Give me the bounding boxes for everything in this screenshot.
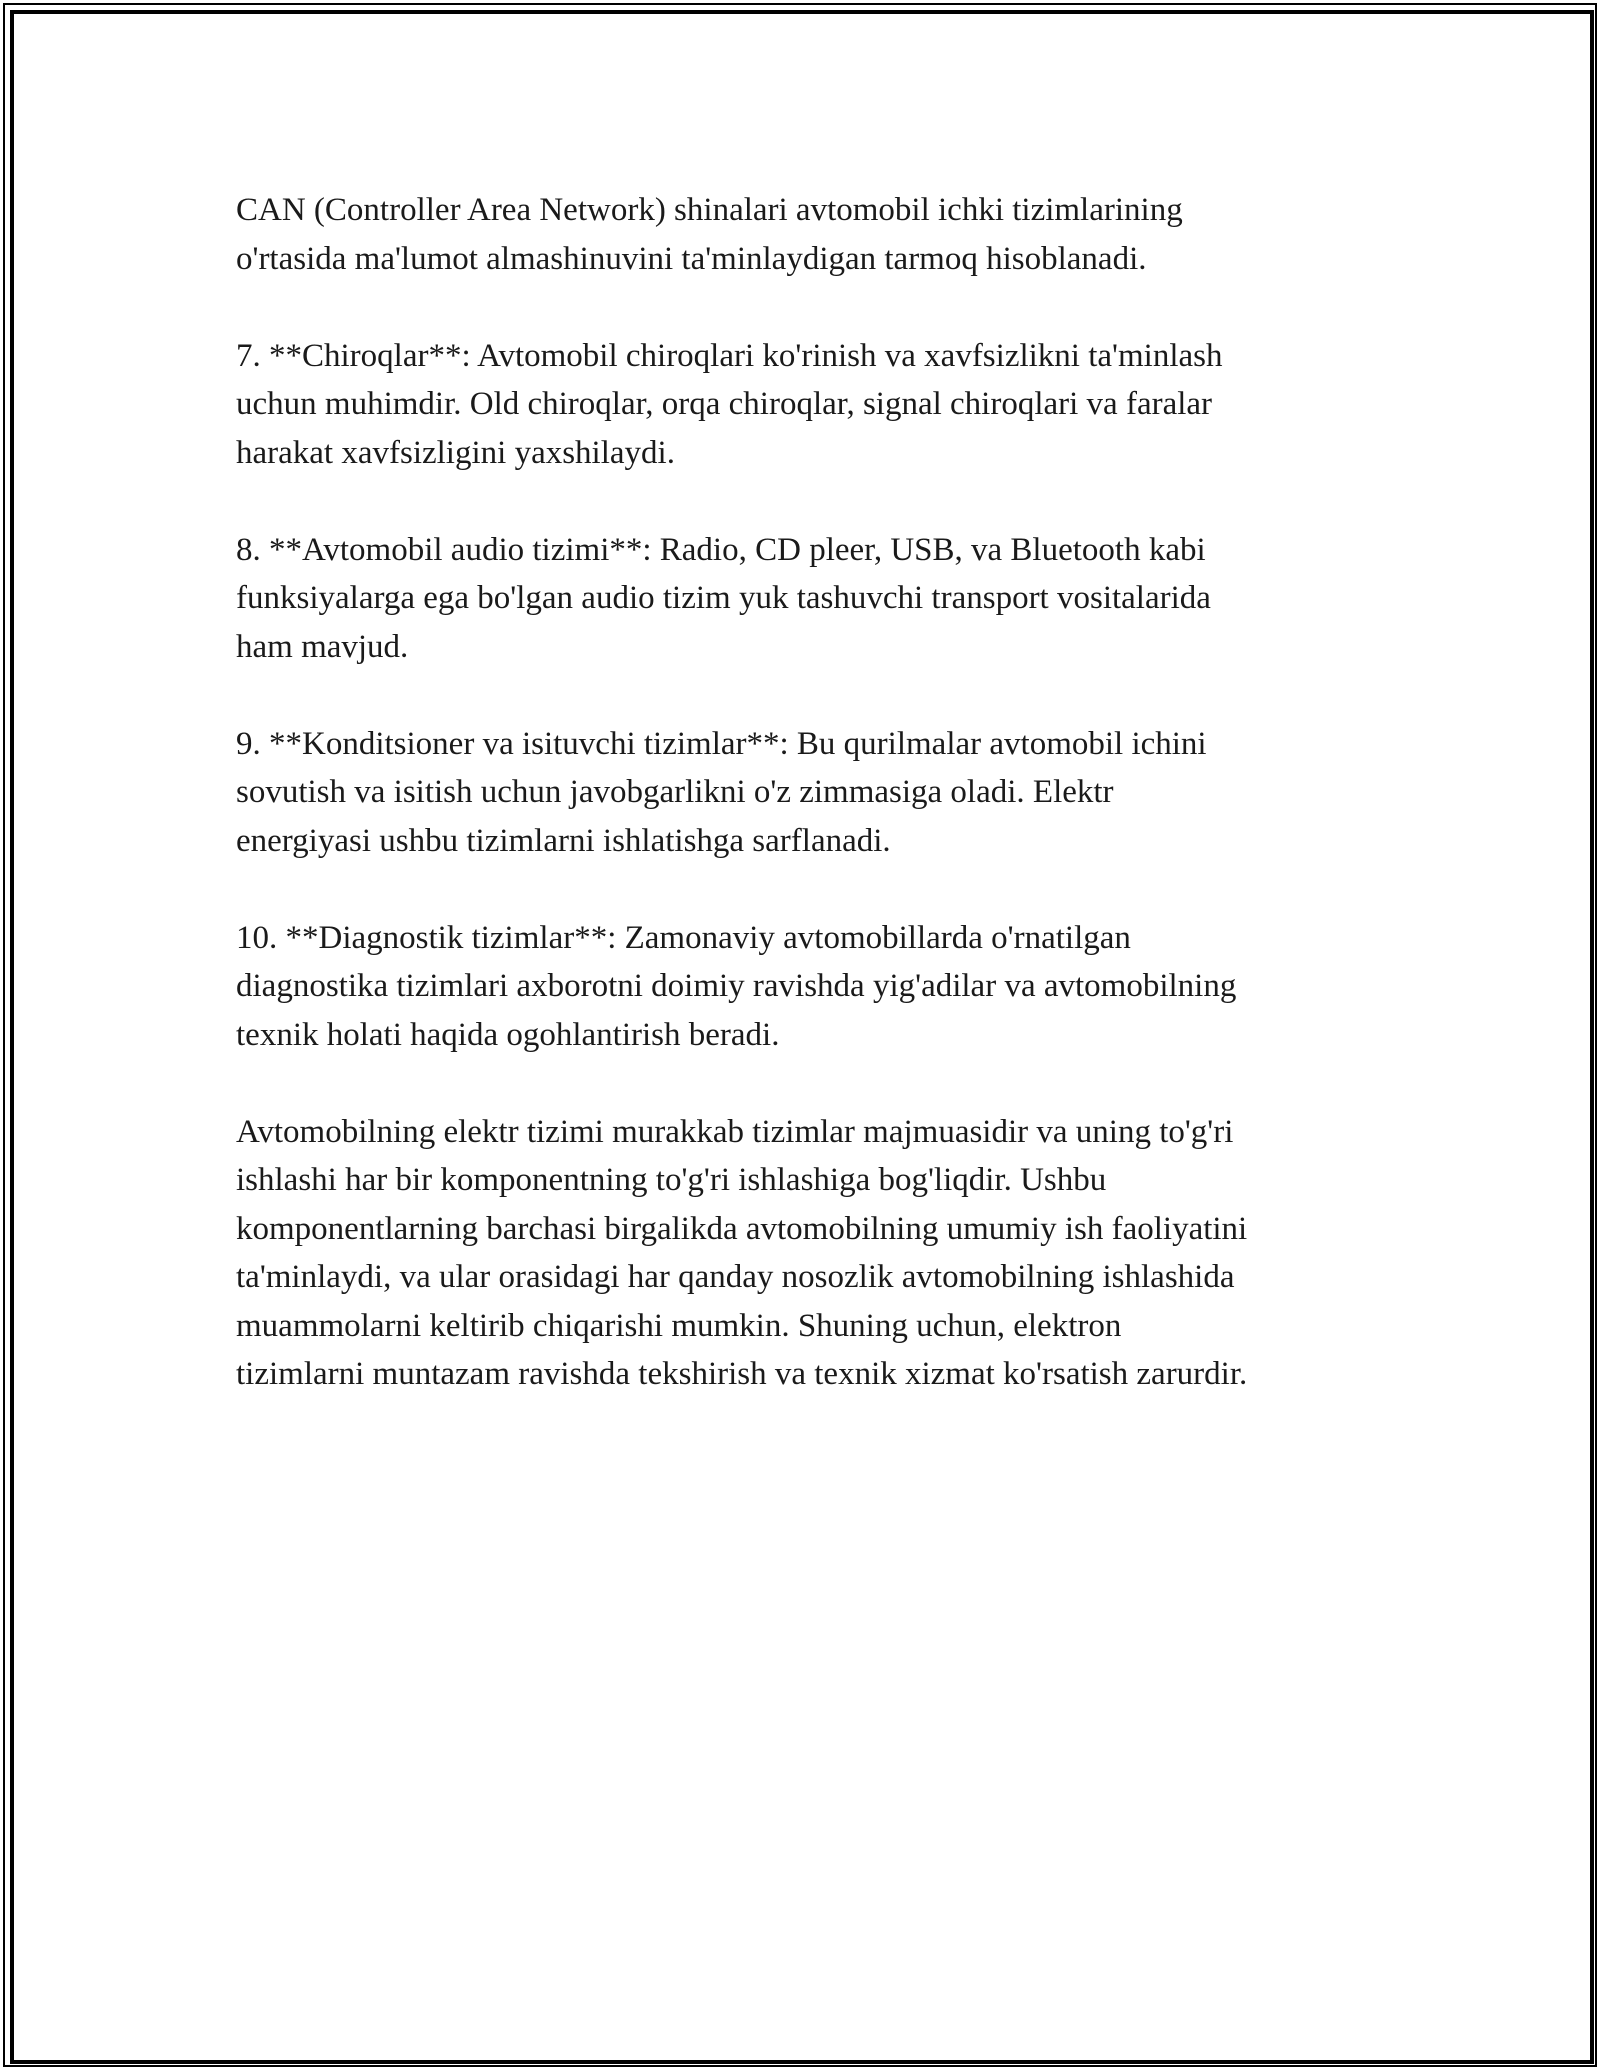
paragraph-lights: 7. **Chiroqlar**: Avtomobil chiroqlari ko'rinish va xavfsizlikni ta'minlash uchun muhimdir. Old chiroqlar, orqa chiroqlar, signal chiroqlari va faralar harakat xavfsizligini yaxshilaydi.	[236, 337, 1223, 471]
document-body	[236, 186, 1376, 1447]
paragraph-can-bus: CAN (Controller Area Network) shinalari avtomobil ichki tizimlarining o'rtasida ma'lumot almashinuvini ta'minlaydigan tarmoq hisoblanadi.	[236, 192, 1183, 277]
paragraph-climate-systems: 9. **Konditsioner va isituvchi tizimlar**: Bu qurilmalar avtomobil ichini sovutish va isitish uchun javobgarlikni o'z zimmasiga oladi. Elektr energiyasi ushbu tizimlarni ishlatishga sarflanadi.	[236, 725, 1207, 859]
paragraph-diagnostics: 10. **Diagnostik tizimlar**: Zamonaviy avtomobillarda o'rnatilgan diagnostika tizimlari axborotni doimiy ravishda yig'adilar va avtomobilning texnik holati haqida ogohlantirish beradi.	[236, 919, 1237, 1053]
paragraph-audio-system: 8. **Avtomobil audio tizimi**: Radio, CD pleer, USB, va Bluetooth kabi funksiyalarga ega bo'lgan audio tizim yuk tashuvchi transport vositalarida ham mavjud.	[236, 531, 1211, 665]
paragraph-conclusion: Avtomobilning elektr tizimi murakkab tizimlar majmuasidir va uning to'g'ri ishlashi har bir komponentning to'g'ri ishlashiga bog'liqdir. Ushbu komponentlarning barchasi birgalikda avtomobilning umumiy ish faoliyatini ta'minlaydi, va ular orasidagi har qanday nosozlik avtomobilning ishlashida muammolarni keltirib chiqarishi mumkin. Shuning uchun, elektron tizimlarni muntazam ravishda tekshirish va texnik xizmat ko'rsatish zarurdir.	[236, 1113, 1248, 1392]
